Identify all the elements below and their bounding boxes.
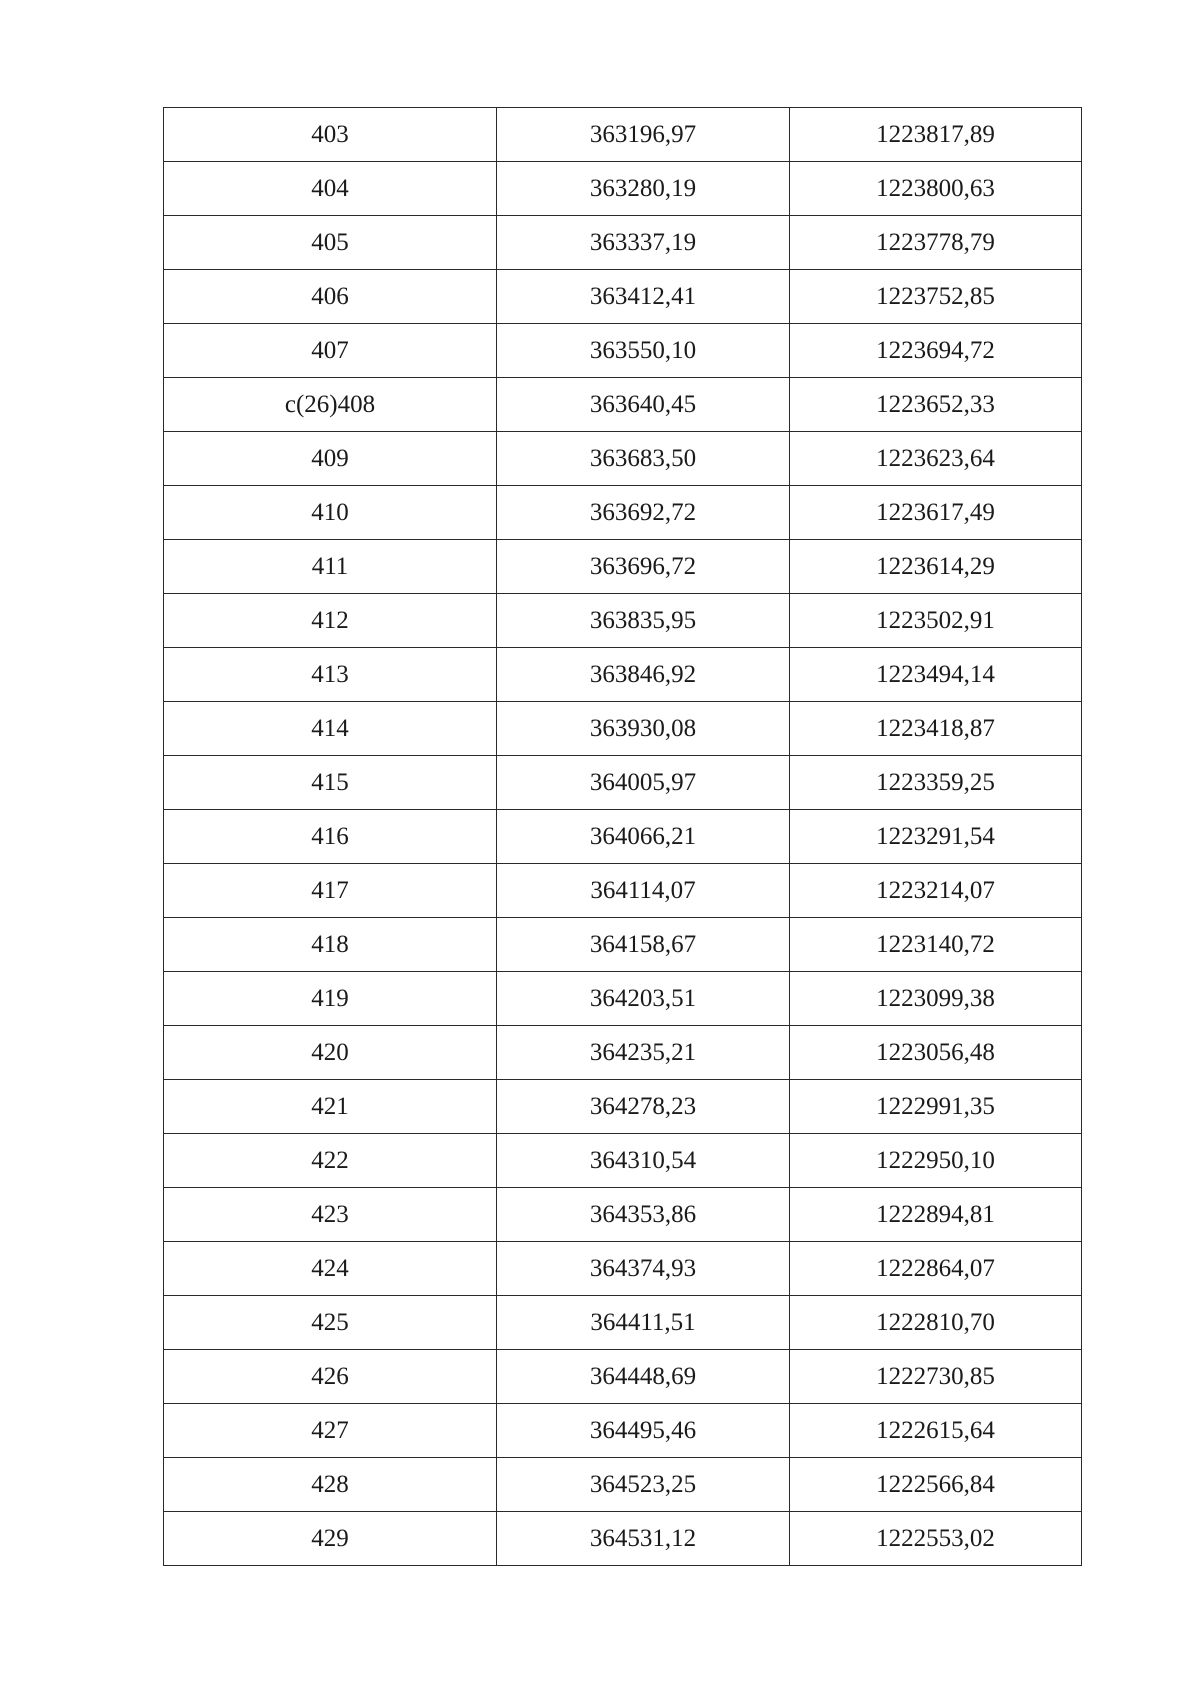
point-number-cell: 418 <box>164 918 497 972</box>
x-coordinate-cell: 363835,95 <box>497 594 790 648</box>
point-number-cell: 415 <box>164 756 497 810</box>
point-number-cell: 426 <box>164 1350 497 1404</box>
point-number-cell: 420 <box>164 1026 497 1080</box>
table-row <box>164 1188 1082 1242</box>
table-row <box>164 1080 1082 1134</box>
x-coordinate-cell: 364005,97 <box>497 756 790 810</box>
y-coordinate-cell: 1223617,49 <box>790 486 1082 540</box>
table-row <box>164 108 1082 162</box>
point-number-cell: 423 <box>164 1188 497 1242</box>
x-coordinate-cell: 364448,69 <box>497 1350 790 1404</box>
y-coordinate-cell: 1223494,14 <box>790 648 1082 702</box>
x-coordinate-cell: 364310,54 <box>497 1134 790 1188</box>
y-coordinate-cell: 1223652,33 <box>790 378 1082 432</box>
x-coordinate-cell: 363692,72 <box>497 486 790 540</box>
y-coordinate-cell: 1223752,85 <box>790 270 1082 324</box>
y-coordinate-cell: 1223502,91 <box>790 594 1082 648</box>
point-number-cell: 403 <box>164 108 497 162</box>
point-number-cell: 419 <box>164 972 497 1026</box>
x-coordinate-cell: 363696,72 <box>497 540 790 594</box>
table-row <box>164 270 1082 324</box>
table-row <box>164 1458 1082 1512</box>
point-number-cell: c(26)408 <box>164 378 497 432</box>
coordinates-table <box>163 107 1082 1566</box>
table-row <box>164 1026 1082 1080</box>
y-coordinate-cell: 1223359,25 <box>790 756 1082 810</box>
y-coordinate-cell: 1223623,64 <box>790 432 1082 486</box>
y-coordinate-cell: 1222615,64 <box>790 1404 1082 1458</box>
y-coordinate-cell: 1222730,85 <box>790 1350 1082 1404</box>
table-row <box>164 1134 1082 1188</box>
x-coordinate-cell: 364158,67 <box>497 918 790 972</box>
point-number-cell: 411 <box>164 540 497 594</box>
table-row <box>164 1296 1082 1350</box>
point-number-cell: 428 <box>164 1458 497 1512</box>
y-coordinate-cell: 1223694,72 <box>790 324 1082 378</box>
y-coordinate-cell: 1223214,07 <box>790 864 1082 918</box>
x-coordinate-cell: 364374,93 <box>497 1242 790 1296</box>
table-row <box>164 810 1082 864</box>
table-row <box>164 162 1082 216</box>
table-row <box>164 1512 1082 1566</box>
x-coordinate-cell: 364411,51 <box>497 1296 790 1350</box>
x-coordinate-cell: 363412,41 <box>497 270 790 324</box>
table-row <box>164 972 1082 1026</box>
point-number-cell: 424 <box>164 1242 497 1296</box>
point-number-cell: 412 <box>164 594 497 648</box>
point-number-cell: 407 <box>164 324 497 378</box>
table-row <box>164 432 1082 486</box>
y-coordinate-cell: 1223778,79 <box>790 216 1082 270</box>
table-row <box>164 324 1082 378</box>
point-number-cell: 422 <box>164 1134 497 1188</box>
x-coordinate-cell: 363846,92 <box>497 648 790 702</box>
x-coordinate-cell: 364235,21 <box>497 1026 790 1080</box>
y-coordinate-cell: 1223817,89 <box>790 108 1082 162</box>
y-coordinate-cell: 1223418,87 <box>790 702 1082 756</box>
table-row <box>164 1404 1082 1458</box>
y-coordinate-cell: 1223614,29 <box>790 540 1082 594</box>
point-number-cell: 417 <box>164 864 497 918</box>
y-coordinate-cell: 1223099,38 <box>790 972 1082 1026</box>
table-row <box>164 864 1082 918</box>
table-row <box>164 378 1082 432</box>
table-row <box>164 756 1082 810</box>
y-coordinate-cell: 1222991,35 <box>790 1080 1082 1134</box>
y-coordinate-cell: 1223291,54 <box>790 810 1082 864</box>
point-number-cell: 425 <box>164 1296 497 1350</box>
y-coordinate-cell: 1222810,70 <box>790 1296 1082 1350</box>
table-row <box>164 1242 1082 1296</box>
y-coordinate-cell: 1223056,48 <box>790 1026 1082 1080</box>
x-coordinate-cell: 363280,19 <box>497 162 790 216</box>
table-row <box>164 540 1082 594</box>
table-row <box>164 1350 1082 1404</box>
table-row <box>164 918 1082 972</box>
x-coordinate-cell: 364531,12 <box>497 1512 790 1566</box>
y-coordinate-cell: 1222553,02 <box>790 1512 1082 1566</box>
table-row <box>164 702 1082 756</box>
x-coordinate-cell: 363640,45 <box>497 378 790 432</box>
table-row <box>164 486 1082 540</box>
x-coordinate-cell: 364278,23 <box>497 1080 790 1134</box>
x-coordinate-cell: 364066,21 <box>497 810 790 864</box>
y-coordinate-cell: 1222894,81 <box>790 1188 1082 1242</box>
y-coordinate-cell: 1223140,72 <box>790 918 1082 972</box>
x-coordinate-cell: 363550,10 <box>497 324 790 378</box>
point-number-cell: 427 <box>164 1404 497 1458</box>
point-number-cell: 416 <box>164 810 497 864</box>
point-number-cell: 404 <box>164 162 497 216</box>
y-coordinate-cell: 1223800,63 <box>790 162 1082 216</box>
y-coordinate-cell: 1222950,10 <box>790 1134 1082 1188</box>
point-number-cell: 429 <box>164 1512 497 1566</box>
point-number-cell: 421 <box>164 1080 497 1134</box>
point-number-cell: 406 <box>164 270 497 324</box>
y-coordinate-cell: 1222566,84 <box>790 1458 1082 1512</box>
y-coordinate-cell: 1222864,07 <box>790 1242 1082 1296</box>
point-number-cell: 410 <box>164 486 497 540</box>
x-coordinate-cell: 364203,51 <box>497 972 790 1026</box>
table-row <box>164 648 1082 702</box>
x-coordinate-cell: 363930,08 <box>497 702 790 756</box>
point-number-cell: 405 <box>164 216 497 270</box>
table-row <box>164 594 1082 648</box>
x-coordinate-cell: 364523,25 <box>497 1458 790 1512</box>
point-number-cell: 409 <box>164 432 497 486</box>
x-coordinate-cell: 364495,46 <box>497 1404 790 1458</box>
table-row <box>164 216 1082 270</box>
point-number-cell: 414 <box>164 702 497 756</box>
x-coordinate-cell: 363683,50 <box>497 432 790 486</box>
coordinates-table-body <box>164 108 1082 1566</box>
x-coordinate-cell: 363337,19 <box>497 216 790 270</box>
x-coordinate-cell: 363196,97 <box>497 108 790 162</box>
x-coordinate-cell: 364114,07 <box>497 864 790 918</box>
point-number-cell: 413 <box>164 648 497 702</box>
x-coordinate-cell: 364353,86 <box>497 1188 790 1242</box>
